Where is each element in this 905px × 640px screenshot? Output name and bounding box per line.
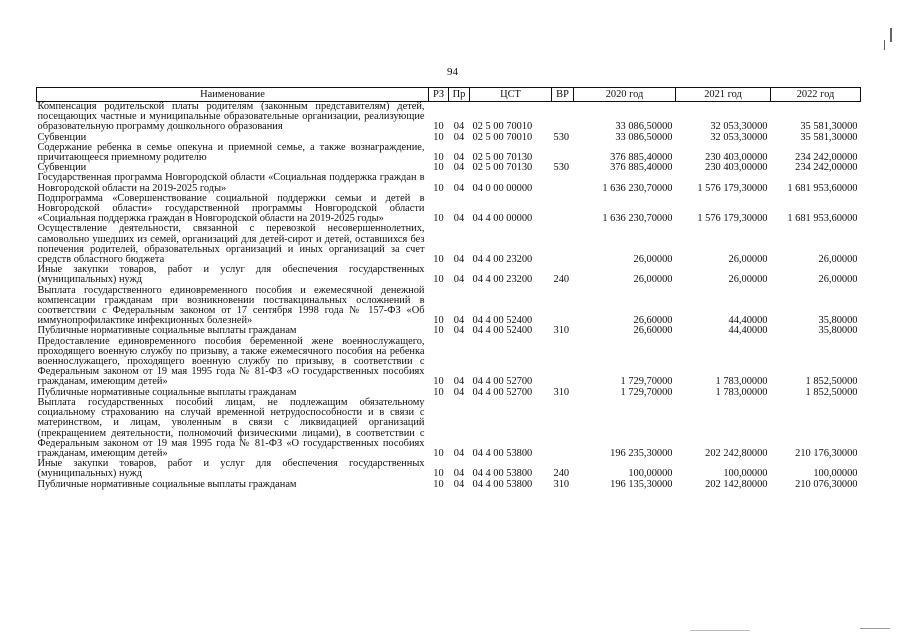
row-pr: 04 (453, 254, 465, 266)
row-value-2020: 1 729,70000 (620, 376, 673, 388)
row-rz: 10 (433, 468, 444, 480)
row-cst: 04 4 00 52400 (472, 315, 533, 327)
row-rz: 10 (433, 213, 444, 225)
table-row (37, 224, 861, 265)
row-value-2020: 26,00000 (633, 254, 673, 266)
row-pr: 04 (453, 152, 465, 164)
header-2022: 2022 год (771, 88, 861, 102)
row-cst: 04 0 00 00000 (472, 182, 533, 194)
header-pr: Пр (449, 88, 470, 102)
row-vr: 310 (553, 325, 570, 337)
row-vr (552, 102, 574, 133)
row-name: Осуществление деятельности, связанной с перевозкой несовершеннолетних, самовольно ушедших из семей, организаций для детей-сирот и детей, оставшихся без попечения родителей, образовательных организаций и иных организаций за счет средств областного бюджета (37, 223, 425, 266)
row-pr: 04 (453, 274, 465, 286)
table-row (37, 143, 861, 163)
row-value-2021: 202 142,80000 (705, 478, 768, 490)
row-pr: 04 (453, 386, 465, 398)
row-rz: 10 (433, 121, 444, 133)
row-value-2021: 32 053,30000 (710, 121, 768, 133)
row-rz: 10 (433, 447, 444, 459)
row-value-2020: 1 729,70000 (620, 386, 673, 398)
row-rz: 10 (433, 254, 444, 266)
row-pr: 04 (453, 376, 465, 388)
row-value-2021: 44,40000 (728, 315, 768, 327)
table-row (37, 194, 861, 225)
row-pr: 04 (453, 447, 465, 459)
row-value-2022: 210 076,30000 (795, 478, 858, 490)
row-cst: 04 4 00 53800 (472, 447, 533, 459)
row-name: Публичные нормативные социальные выплаты гражданам (37, 478, 297, 490)
row-name: Выплата государственных пособий лицам, не подлежащим обязательному социальному страхованию на случай временной нетрудоспособности и в связи с материнством, и лицам, уволенным в связи с ликвидацией организаций (прекращением деятельности, полномочий физическими лицами), в соответствии с Федеральным законом от 19 мая 1995 года № 81-ФЗ «О государственных пособиях гражданам, имеющим детей» (37, 396, 425, 459)
header-cst: ЦСТ (470, 88, 552, 102)
row-pr: 04 (453, 131, 465, 143)
row-name: Содержание ребенка в семье опекуна и приемной семье, а также вознаграждение, причитающееся приемному родителю (37, 141, 425, 164)
row-value-2022: 100,00000 (813, 468, 858, 480)
header-2021: 2021 год (676, 88, 771, 102)
page-number: 94 (447, 66, 458, 78)
row-name: Иные закупки товаров, работ и услуг для обеспечения государственных (муниципальных) нужд (37, 264, 425, 286)
header-2020: 2020 год (574, 88, 676, 102)
row-value-2021: 1 576 179,30000 (697, 182, 768, 194)
row-vr: 240 (553, 274, 570, 286)
row-value-2022: 35,80000 (818, 325, 858, 337)
table-header-row (37, 88, 861, 102)
row-vr (552, 398, 574, 459)
row-name: Выплата государственного единовременного пособия и ежемесячной денежной компенсации гражданам при возникновении поствакцинальных осложнений в соответствии с Федеральным законом от 17 сентября 1998 года № 157-ФЗ «Об иммунопрофилактике инфекционных болезней» (37, 284, 425, 327)
header-name: Наименование (37, 88, 429, 102)
row-value-2021: 100,00000 (723, 468, 768, 480)
row-vr: 240 (553, 468, 570, 480)
row-value-2020: 33 086,50000 (615, 131, 673, 143)
row-value-2020: 376 885,40000 (610, 162, 673, 174)
row-value-2022: 1 852,50000 (805, 386, 858, 398)
row-name: Иные закупки товаров, работ и услуг для обеспечения государственных (муниципальных) нужд (37, 458, 425, 480)
row-vr (552, 224, 574, 265)
row-value-2021: 44,40000 (728, 325, 768, 337)
row-value-2020: 196 135,30000 (610, 478, 673, 490)
row-pr: 04 (453, 478, 465, 490)
header-rz: РЗ (429, 88, 449, 102)
row-vr: 530 (553, 162, 570, 174)
row-vr (552, 173, 574, 193)
row-cst: 02 5 00 70130 (472, 162, 533, 174)
row-name: Государственная программа Новгородской области «Социальная поддержка граждан в Новгородской области на 2019-2025 годы» (37, 172, 425, 194)
row-value-2021: 230 403,00000 (705, 152, 768, 164)
scan-mark (884, 40, 885, 50)
row-value-2022: 35,80000 (818, 315, 858, 327)
row-vr: 530 (553, 131, 570, 143)
row-value-2022: 210 176,30000 (795, 447, 858, 459)
row-value-2021: 1 783,00000 (715, 386, 768, 398)
row-cst: 04 4 00 53800 (472, 478, 533, 490)
scan-mark (690, 630, 750, 631)
row-value-2022: 1 852,50000 (805, 376, 858, 388)
row-value-2020: 26,60000 (633, 325, 673, 337)
row-value-2021: 230 403,00000 (705, 162, 768, 174)
table-row (37, 102, 861, 133)
row-pr: 04 (453, 182, 465, 194)
row-vr: 310 (553, 386, 570, 398)
row-value-2021: 202 242,80000 (705, 447, 768, 459)
row-cst: 04 4 00 23200 (472, 274, 533, 286)
row-name: Предоставление единовременного пособия беременной жене военнослужащего, проходящего военную службу по призыву, а также ежемесячного пособия на ребенка военнослужащего, проходящего военную службу по призыву, в соответствии с Федеральным законом от 19 мая 1995 года № 81-ФЗ «О государственных пособиях гражданам, имеющим детей» (37, 335, 425, 388)
row-cst: 04 4 00 52700 (472, 376, 533, 388)
row-value-2022: 1 681 953,60000 (787, 182, 858, 194)
row-pr: 04 (453, 162, 465, 174)
row-rz: 10 (433, 315, 444, 327)
row-value-2020: 26,00000 (633, 274, 673, 286)
row-name: Субвенции (37, 131, 87, 143)
row-name: Публичные нормативные социальные выплаты гражданам (37, 325, 297, 337)
row-cst: 04 4 00 23200 (472, 254, 533, 266)
row-pr: 04 (453, 468, 465, 480)
row-cst: 02 5 00 70010 (472, 131, 533, 143)
row-value-2020: 33 086,50000 (615, 121, 673, 133)
row-name: Субвенции (37, 162, 87, 174)
row-rz: 10 (433, 152, 444, 164)
row-value-2020: 1 636 230,70000 (602, 213, 673, 225)
table-row (37, 459, 861, 479)
row-vr (552, 194, 574, 225)
row-value-2022: 26,00000 (818, 254, 858, 266)
row-value-2021: 26,00000 (728, 274, 768, 286)
table-row (37, 480, 861, 490)
table-row (37, 337, 861, 388)
row-name: Публичные нормативные социальные выплаты гражданам (37, 386, 297, 398)
row-cst: 04 4 00 52400 (472, 325, 533, 337)
row-cst: 02 5 00 70130 (472, 152, 533, 164)
row-rz: 10 (433, 274, 444, 286)
row-rz: 10 (433, 131, 444, 143)
row-value-2022: 26,00000 (818, 274, 858, 286)
row-rz: 10 (433, 376, 444, 388)
table-row (37, 286, 861, 327)
row-value-2021: 32 053,30000 (710, 131, 768, 143)
row-vr: 310 (553, 478, 570, 490)
row-vr (552, 337, 574, 388)
scan-mark (860, 628, 890, 629)
row-value-2022: 35 581,30000 (800, 131, 858, 143)
table-row (37, 265, 861, 285)
row-value-2022: 35 581,30000 (800, 121, 858, 133)
table-body (37, 102, 861, 490)
row-name: Компенсация родительской платы родителям (законным представителям) детей, посещающих частные и муниципальные образовательные организации, реализующие образовательную программу дошкольного образования (37, 101, 425, 133)
row-vr (552, 286, 574, 327)
row-value-2022: 1 681 953,60000 (787, 213, 858, 225)
row-pr: 04 (453, 325, 465, 337)
row-value-2020: 376 885,40000 (610, 152, 673, 164)
row-name: Подпрограмма «Совершенствование социальной поддержки семьи и детей в Новгородской области» государственной программы Новгородской области «Социальная поддержка граждан в Новгородской области на 2019-2025 годы» (37, 192, 425, 225)
row-rz: 10 (433, 386, 444, 398)
row-cst: 02 5 00 70010 (472, 121, 533, 133)
row-rz: 10 (433, 478, 444, 490)
row-cst: 04 4 00 00000 (472, 213, 533, 225)
budget-table (36, 87, 861, 490)
row-pr: 04 (453, 315, 465, 327)
table-row (37, 398, 861, 459)
row-rz: 10 (433, 162, 444, 174)
row-value-2020: 100,00000 (628, 468, 673, 480)
row-value-2022: 234 242,00000 (795, 162, 858, 174)
row-vr (552, 143, 574, 163)
row-rz: 10 (433, 325, 444, 337)
scan-mark (890, 28, 892, 42)
row-value-2020: 1 636 230,70000 (602, 182, 673, 194)
row-rz: 10 (433, 182, 444, 194)
row-value-2021: 1 576 179,30000 (697, 213, 768, 225)
row-value-2021: 1 783,00000 (715, 376, 768, 388)
row-pr: 04 (453, 121, 465, 133)
row-value-2020: 196 235,30000 (610, 447, 673, 459)
header-vr: ВР (552, 88, 574, 102)
row-cst: 04 4 00 53800 (472, 468, 533, 480)
table-row (37, 173, 861, 193)
row-pr: 04 (453, 213, 465, 225)
row-cst: 04 4 00 52700 (472, 386, 533, 398)
row-value-2020: 26,60000 (633, 315, 673, 327)
row-value-2021: 26,00000 (728, 254, 768, 266)
row-value-2022: 234 242,00000 (795, 152, 858, 164)
